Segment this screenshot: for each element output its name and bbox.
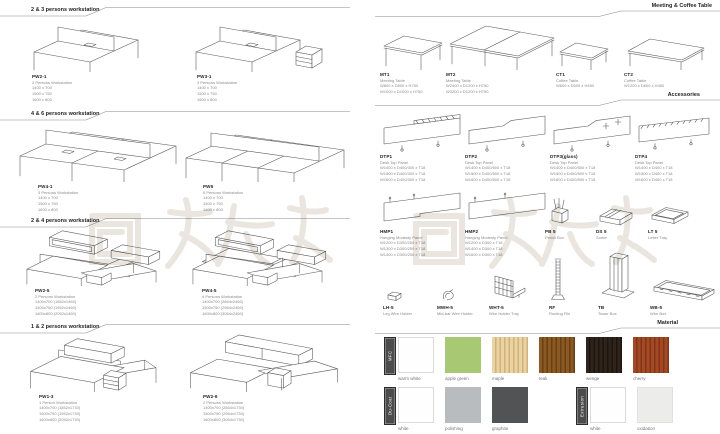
pw6-sketch [180,120,350,182]
swatch-name: maple [492,375,505,381]
section-title: Meeting & Coffee Table [651,3,712,9]
swatch-name: oxidation [637,425,656,431]
product-desc: 3 Persons Workstation [197,79,238,85]
swatch-white [398,387,434,431]
product-mt2 [446,18,558,95]
swatch-color [637,387,673,423]
swatch-teak [539,337,575,381]
section-title: 2 & 3 persons workstation [31,6,100,13]
product-desc: Desk Top Panel [550,159,578,165]
swatch-warm-white [398,337,434,381]
swatch-color [445,337,481,373]
product-code: PW3-1 [197,74,212,79]
lh5-sketch [383,287,405,303]
product-code: RF [549,305,556,310]
dtp3-sketch [550,108,634,152]
product-code: TB [598,305,605,310]
product-code: LH-5 [383,305,394,310]
section-title: 1 & 2 persons workstation [31,323,100,330]
wht5-sketch [489,273,529,303]
product-ct1 [556,34,612,89]
product-desc: 4 Persons Workstation [38,189,79,195]
product-pw4-1 [14,120,184,213]
product-code: MWH-5 [437,305,454,310]
rf-sketch [549,255,567,303]
product-code: MT2 [446,72,456,77]
product-dims: W1400 x D400/500 x T18 W1500 x D400/500 x T18 W1600 x D400/500 x T18 [465,165,511,182]
section-title: Material [657,320,678,326]
product-code: DTP3(glass) [550,154,578,159]
product-pw2-5 [16,228,181,317]
swatch-color [445,387,481,423]
section-title: Accessories [667,92,700,98]
material-group-tag-extrusion: Extrusion [576,387,588,425]
product-pw2-1 [26,16,156,103]
section-header-2-3-persons [0,3,357,17]
swatch-color [633,337,669,373]
product-dtp3-glass [550,108,634,183]
product-code: CT2 [624,72,633,77]
product-pw2-6 [184,334,344,423]
pw3-1-sketch [190,16,330,72]
product-pb5 [545,195,587,240]
swatch-color [586,337,622,373]
swatch-name: graphite [492,425,509,431]
product-pw4-5 [182,228,347,317]
product-hmp1 [380,187,464,258]
header-rule [375,100,720,106]
ct1-sketch [556,34,612,70]
product-desc: Leg Wire Holder [383,310,412,316]
product-desc: 6 Persons Workstation [203,189,244,195]
product-code: LT 5 [648,229,658,234]
product-desc: Meeting Table [446,77,471,83]
product-code: PB 5 [545,229,556,234]
section-header-meeting-coffee [363,3,720,17]
product-desc: Sorter [596,234,607,240]
product-dims: 1400x700 (2864x1730) 1500x750 (2964x1730) 1600x800 (3064x1730) [203,405,245,422]
pw1-3-sketch [18,334,178,392]
product-dims: 1400 x 700 1500 x 750 1600 x 800 [197,85,217,102]
product-ds5 [596,199,638,240]
swatch-color [492,387,528,423]
product-dims: 1400 x 700 1500 x 750 1600 x 800 [38,195,58,212]
swatch-color [492,337,528,373]
swatch-maple [492,337,528,381]
product-code: DS 5 [596,229,607,234]
product-desc: Meeting Table [380,77,405,83]
product-pw1-3 [18,334,178,423]
product-dims: W1200 x D300/250 x T18 W1300 x D300/250 x T18 W1400 x D300/250 x T18 [380,240,426,257]
section-title: 2 & 4 persons workstation [31,217,100,224]
product-dims: 1400x700 (1852x1460) 1500x750 (1952x1460) 1600x800 (2052x1460) [35,299,77,316]
product-dims: W800 x D800 x H750 W1000 x D1000 x H750 [380,83,423,95]
product-code: PW4-5 [202,288,217,293]
dtp2-sketch [465,108,549,152]
product-desc: Mid-bar Wire Holder [437,310,473,316]
product-code: MT1 [380,72,390,77]
product-dims: W1400 x D400/500 x T18 W1500 x D400/500 x T18 W1600 x D400/500 x T18 [550,165,596,182]
header-rule [375,11,720,17]
product-code: HMP2 [465,229,479,234]
swatch-name: white [590,425,601,431]
mt1-sketch [380,24,446,70]
material-group-tag-du-coat: Du-Coat [384,387,396,425]
product-code: PW6 [203,184,214,189]
swatch-extrusion-white [590,387,626,431]
product-code: PW2-5 [35,288,50,293]
product-desc: 1 Person Workstation [39,399,78,405]
swatch-polishing [445,387,481,431]
swatch-name: wenge [586,375,600,381]
product-mwh5 [437,287,479,316]
product-desc: Coffee Table [624,77,647,83]
product-code: PW4-1 [38,184,53,189]
product-desc: 2 Persons Workstation [203,399,244,405]
lt5-sketch [648,203,692,227]
product-code: DTP4 [635,154,648,159]
section-header-2-4-persons [0,214,357,228]
product-tb [598,247,640,316]
section-title: 4 & 6 persons workstation [31,110,100,117]
swatch-cherry [633,337,669,381]
product-desc: Wire Holder Tray [489,310,520,316]
product-dtp2 [465,108,549,183]
pw4-5-sketch [182,228,347,286]
swatch-color [539,337,575,373]
product-dims: W1200 x D300 x T18 W1400 x D300 x T18 W1600 x D300 x T18 [465,240,503,257]
product-dims: 1400x700 (2864x2460) 1500x750 (2964x2460) 1600x800 (3064x2460) [202,299,244,316]
tb-sketch [598,247,638,303]
product-rf [549,255,591,316]
swatch-color [398,387,434,423]
product-desc: Routing File [549,310,571,316]
hmp2-sketch [465,187,549,227]
product-dims: 1400 x 700 1500 x 750 1600 x 800 [203,195,223,212]
product-dtp1 [380,108,464,183]
product-lt5 [648,203,692,240]
product-desc: Hanging Modesty Panel [380,234,423,240]
header-rule [375,328,720,334]
product-dims: W1200 x D600 x H450 [624,83,665,89]
product-code: PW2-1 [32,74,47,79]
product-code: PW1-3 [39,394,54,399]
product-dims: 1400 x 700 1500 x 750 1600 x 800 [32,85,52,102]
product-desc: Wire Box [650,310,667,316]
pw2-6-sketch [184,334,344,392]
product-desc: 4 Persons Workstation [202,293,243,299]
product-dims: 1400x700 (1852x1730) 1500x750 (1952x1730) 1600x800 (2052x1730) [39,405,81,422]
swatch-graphite [492,387,528,431]
product-desc: Desk Top Panel [465,159,493,165]
product-dims: W1400 x D400/300 x T18 W1500 x D400/300 x T18 W1600 x D400/300 x T18 [380,165,426,182]
product-ct2 [624,32,710,89]
product-pw3-1 [190,16,330,103]
product-dims: W2400 x D1200 x H750 W3200 x D1200 x H750 [446,83,489,95]
ct2-sketch [624,32,710,70]
pw4-1-sketch [14,120,184,182]
product-dtp4 [635,108,713,183]
product-mt1 [380,24,446,95]
swatch-name: teak [539,375,548,381]
swatch-name: cherry [633,375,646,381]
dtp1-sketch [380,108,464,152]
product-dims: W1400 x D400 x T18 W1500 x D400 x T18 W1600 x D400 x T18 [635,165,673,182]
pw2-1-sketch [26,16,156,72]
product-desc: Tower Box [598,310,617,316]
swatch-color [590,387,626,423]
product-desc: Coffee Table [556,77,579,83]
swatch-name: warm white [398,375,421,381]
product-desc: Hanging Modesty Panel [465,234,508,240]
section-header-1-2-persons [0,320,357,334]
product-desc: Pencil Box [545,234,564,240]
product-desc: 2 Persons Workstation [32,79,73,85]
hmp1-sketch [380,187,464,227]
swatch-color [398,337,434,373]
product-desc: Desk Top Panel [380,159,408,165]
product-desc: Desk Top Panel [635,159,663,165]
wb5-sketch [650,273,718,303]
product-wb5 [650,273,718,316]
product-code: DTP2 [465,154,478,159]
swatch-name: white [398,425,409,431]
product-desc: Letter Tray [648,234,668,240]
swatch-wenge [586,337,622,381]
product-dims: W600 x D600 x H450 [556,83,595,89]
product-wht5 [489,273,531,316]
dtp4-sketch [635,108,713,152]
section-header-material [363,320,720,334]
swatch-name: apple green [445,375,469,381]
material-group-tag-mfc: MFC [384,337,396,375]
swatch-oxidation [637,387,673,431]
pw2-5-sketch [16,228,181,286]
product-lh5 [383,287,425,316]
product-code: DTP1 [380,154,393,159]
product-hmp2 [465,187,549,258]
pb5-sketch [545,195,571,227]
product-desc: 2 Persons Workstation [35,293,76,299]
product-code: WHT-5 [489,305,504,310]
product-code: PW2-6 [203,394,218,399]
product-code: HMP1 [380,229,394,234]
product-pw6 [180,120,350,213]
product-code: CT1 [556,72,565,77]
swatch-name: polishing [445,425,463,431]
product-code: WB-5 [650,305,663,310]
mwh5-sketch [437,287,459,303]
section-header-4-6-persons [0,107,357,121]
mt2-sketch [446,18,558,70]
ds5-sketch [596,199,638,227]
swatch-apple-green [445,337,481,381]
